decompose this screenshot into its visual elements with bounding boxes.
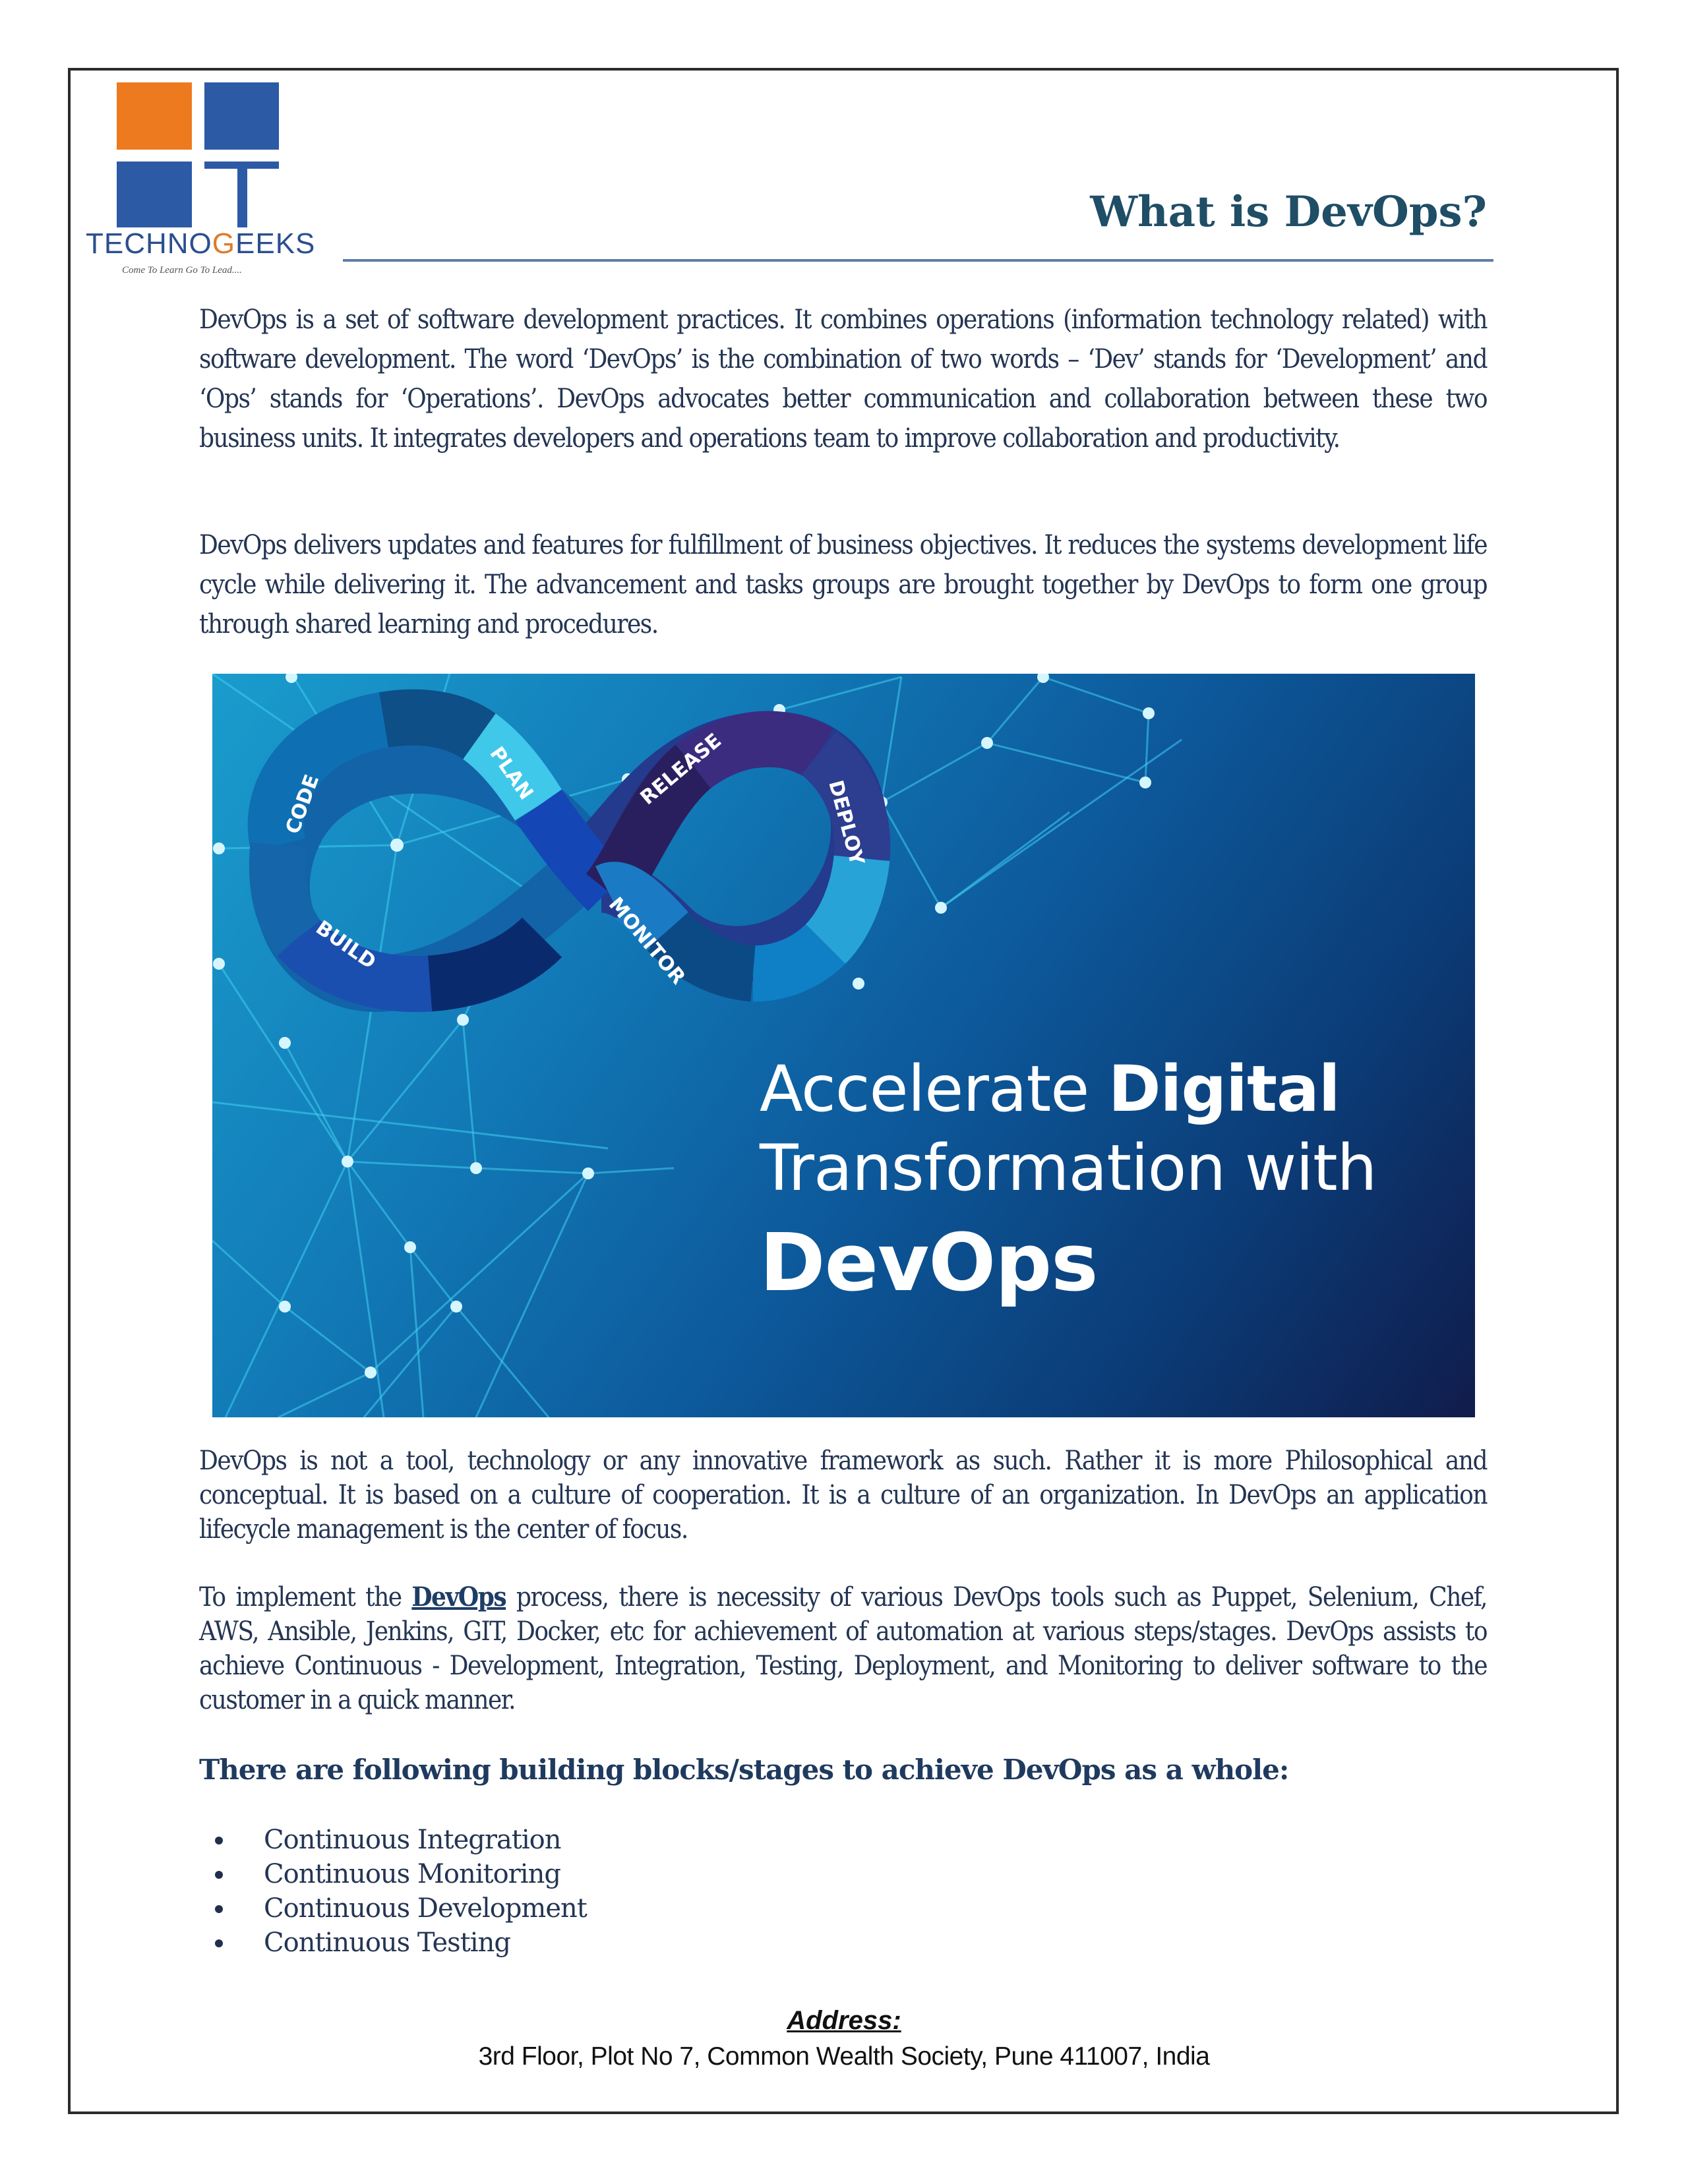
stages-list <box>199 1823 587 1960</box>
page-title: What is DevOps? <box>1090 187 1487 237</box>
banner-line-1-regular: Accelerate <box>760 1052 1108 1126</box>
stage-label-code: CODE <box>281 771 324 837</box>
bullet-icon <box>215 1939 223 1947</box>
technogeeks-logo <box>82 79 333 283</box>
stage-label-monitor: MONITOR <box>603 893 690 989</box>
bullet-icon <box>215 1837 223 1845</box>
logo-wordmark-suffix: EEKS <box>235 227 316 260</box>
stages-heading: There are following building blocks/stages to achieve DevOps as a whole: <box>199 1754 1289 1786</box>
address-label <box>0 2007 1688 2034</box>
devops-link[interactable]: DevOps <box>411 1581 506 1612</box>
banner-headline <box>760 1049 1376 1313</box>
stage-label-release: RELEASE <box>636 728 726 810</box>
banner-line-2: Transformation with <box>760 1131 1377 1205</box>
bullet-icon <box>215 1905 223 1913</box>
devops-banner-image <box>212 674 1475 1417</box>
bullet-icon <box>215 1871 223 1879</box>
logo-wordmark-prefix: TECHNO <box>86 227 212 260</box>
list-item-label: Continuous Testing <box>264 1928 510 1958</box>
logo-wordmark <box>86 229 315 258</box>
stage-label-build: BUILD <box>311 916 380 974</box>
list-item-label: Continuous Integration <box>264 1825 561 1855</box>
banner-line-1-bold: Digital <box>1108 1052 1340 1126</box>
address-text: 3rd Floor, Plot No 7, Common Wealth Society, Pune 411007, India <box>478 2042 1210 2071</box>
logo-tagline: Come To Learn Go To Lead.... <box>122 265 242 276</box>
logo-blue-square <box>204 82 279 150</box>
list-item-label: Continuous Development <box>264 1893 587 1924</box>
intro-paragraph: DevOps is a set of software development practices. It combines operations (information technology related) with software development. The word ‘DevOps’ is the combination of two words – ‘Dev’ stands for ‘Development’ and ‘Ops’ stands for ‘Operations’. DevOps advocates better communication and collaboration between these two business units. It integrates developers and operations team to improve collaboration and productivity. <box>199 305 1487 454</box>
banner-line-3: DevOps <box>760 1218 1098 1309</box>
list-item <box>199 1926 587 1960</box>
logo-blue-square <box>117 162 192 227</box>
culture-paragraph: DevOps is not a tool, technology or any innovative framework as such. Rather it is more Philosophical and conceptual. It is based on a culture of cooperation. It is a culture of an organization. In DevOps an application lifecycle management is the center of focus. <box>199 1446 1487 1545</box>
banner-line-1 <box>760 1049 1376 1129</box>
list-item-label: Continuous Monitoring <box>264 1859 560 1889</box>
logo-t-stem <box>237 162 247 227</box>
logo-orange-square <box>117 82 192 150</box>
tools-paragraph-rest: process, there is necessity of various DevOps tools such as Puppet, Selenium, Chef, AWS, Ansible, Jenkins, GIT, Docker, etc for achievement of automation at various steps/stages. DevOps assists to achieve Continuous - Development, Integration, Testing, Deployment, and Monitoring to deliver software to the customer in a quick manner. <box>199 1582 1487 1715</box>
tools-paragraph <box>199 1580 1487 1717</box>
address-label-text: Address: <box>787 2006 901 2035</box>
stage-label-plan: PLAN <box>485 742 538 804</box>
tools-paragraph-lead: To implement the <box>199 1582 412 1612</box>
delivery-paragraph: DevOps delivers updates and features for fulfillment of business objectives. It reduces the systems development life cycle while delivering it. The advancement and tasks groups are brought together by DevOps to form one group through shared learning and procedures. <box>199 530 1487 639</box>
stage-label-deploy: DEPLOY <box>824 778 869 868</box>
header-divider <box>343 259 1493 262</box>
logo-wordmark-g: G <box>212 227 236 260</box>
list-item <box>199 1891 587 1926</box>
list-item <box>199 1823 587 1857</box>
list-item <box>199 1857 587 1891</box>
